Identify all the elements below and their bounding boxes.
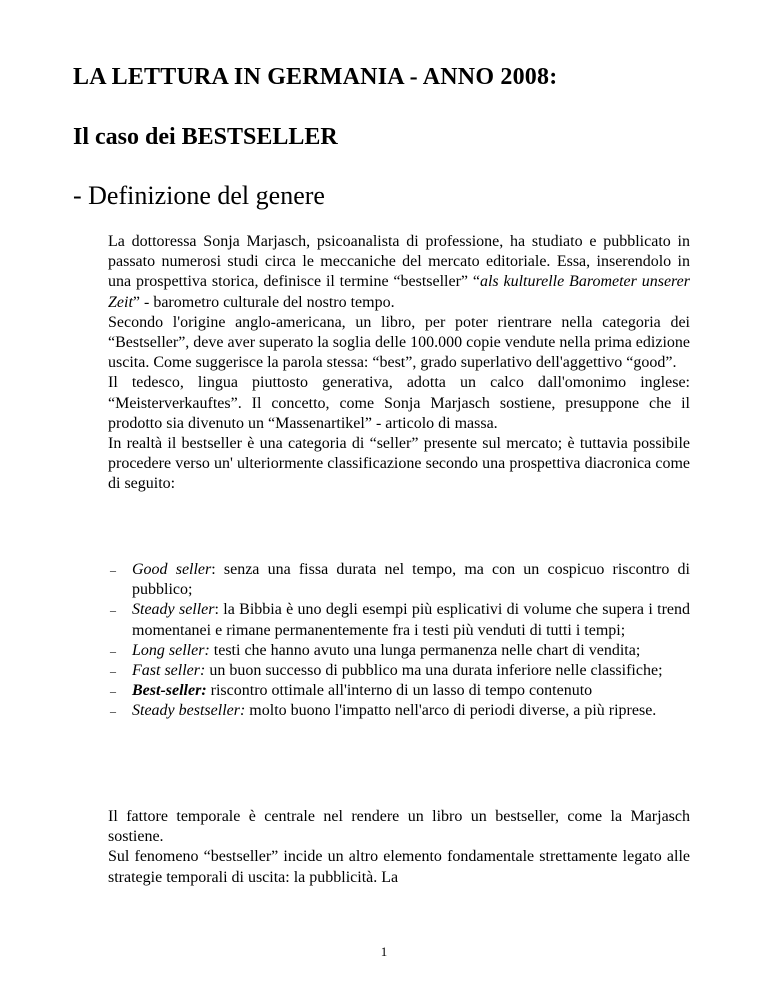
list-item (108, 641, 690, 661)
list-bullet: – (110, 704, 116, 719)
list-item (108, 701, 690, 721)
list-bullet: – (110, 603, 116, 618)
intro-paragraph-4: In realtà il bestseller è una categoria di “seller” presente sul mercato; è tuttavia possibile procedere verso un' ulteriormente classificazione secondo una prospettiva diacronica come di seguito: (108, 435, 690, 493)
closing-section (108, 807, 690, 888)
list-item (108, 661, 690, 681)
list-bullet: – (110, 664, 116, 679)
page-number: 1 (380, 944, 388, 959)
list-bullet: – (110, 684, 116, 699)
intro-p1-text-b: ” - barometro culturale del nostro tempo. (132, 293, 395, 311)
document-subtitle: Il caso dei BESTSELLER (73, 124, 338, 150)
list-item-term-tail: : (214, 601, 219, 619)
list-item (108, 681, 690, 701)
list-item-term: Steady seller (132, 601, 215, 619)
list-item-text: molto buono l'impatto nell'arco di periodi diverse, a più riprese. (245, 702, 657, 720)
list-bullet: – (110, 563, 116, 577)
list-item-term-tail: : (211, 561, 216, 578)
list-item (108, 560, 690, 600)
list-bullet: – (110, 643, 116, 658)
closing-paragraph-2: Sul fenomeno “bestseller” incide un altro elemento fondamentale strettamente legato alle strategie temporali di uscita: la pubblicità. La (108, 848, 690, 886)
intro-paragraph-2: Secondo l'origine anglo-americana, un libro, per poter rientrare nella categoria dei “Bestseller”, deve aver superato la soglia delle 100.000 copie vendute nella prima edizione uscita. Come suggerisce la parola stessa: “best”, grado superlativo dell'aggettivo “good”. (108, 313, 690, 372)
list-item (108, 600, 690, 640)
closing-paragraph-1: Il fattore temporale è centrale nel rendere un libro un bestseller, come la Marjasch sostiene. (108, 808, 690, 846)
intro-paragraph-1 (108, 232, 690, 313)
list-item-term: Fast seller: (132, 662, 206, 680)
list-item-term: Steady bestseller: (132, 702, 246, 720)
list-item-term: Best-seller: (132, 682, 207, 700)
section-heading: - Definizione del genere (73, 181, 325, 210)
seller-types-list (108, 560, 690, 722)
intro-paragraph-3: Il tedesco, lingua piuttosto generativa, adotta un calco dall'omonimo inglese: “Meisterverkauftes”. Il concetto, come Sonja Marjasch sostiene, presuppone che il prodotto sia divenuto un “Massenartikel” - articolo di massa. (108, 374, 690, 432)
list-item-term: Good seller (132, 561, 212, 578)
list-item-text: senza una fissa durata nel tempo, ma con un cospicuo riscontro di pubblico; (132, 561, 690, 599)
list-item-text: un buon successo di pubblico ma una durata inferiore nelle classifiche; (205, 662, 663, 680)
intro-p1-text-a: La dottoressa Sonja Marjasch, psicoanalista di professione, ha studiato e pubblicato in passato numerosi studi circa le meccaniche del mercato editoriale. Essa, inserendolo in una prospettiva storica, definisce il termine “bestseller” “ (108, 233, 690, 291)
list-item-text: riscontro ottimale all'interno di un lasso di tempo contenuto (206, 682, 593, 700)
document-title: LA LETTURA IN GERMANIA - ANNO 2008: (73, 64, 558, 90)
intro-p1-italic-quote: als kulturelle Barometer unserer Zeit (108, 273, 691, 311)
list-item-text: la Bibbia è uno degli esempi più esplicativi di volume che supera i trend momentanei e rimane permanentemente fra i testi più venduti di tutti i tempi; (132, 601, 690, 639)
list-item-term: Long seller: (132, 641, 210, 659)
list-item-text: testi che hanno avuto una lunga permanenza nelle chart di vendita; (209, 641, 641, 659)
intro-section (108, 232, 690, 495)
